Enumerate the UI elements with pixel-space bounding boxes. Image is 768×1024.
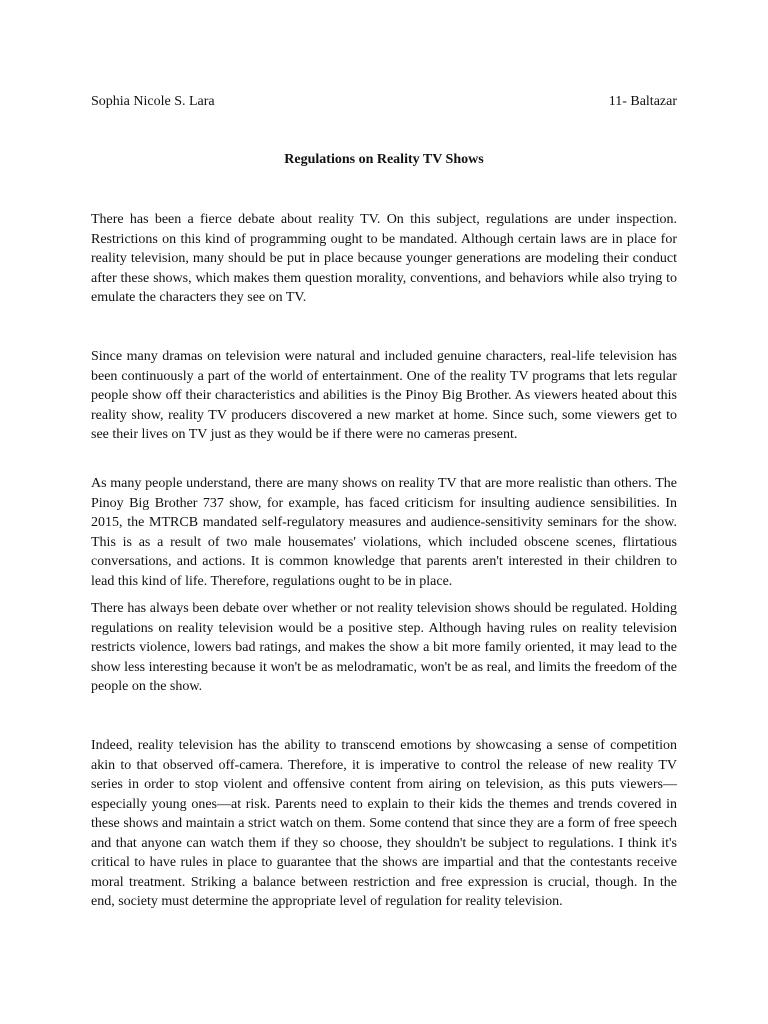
document-header bbox=[91, 93, 677, 111]
paragraph-2: Since many dramas on television were natural and included genuine characters, real-life television has been continuously a part of the world of entertainment. One of the reality TV programs that lets regular people show off their characteristics and abilities is the Pinoy Big Brother. As viewers heated about this reality show, reality TV producers discovered a new market at home. Since such, some viewers get to see their lives on TV just as they would be if there were no cameras present. bbox=[91, 349, 677, 442]
paragraph-4: There has always been debate over whether or not reality television shows should be regulated. Holding regulations on reality television would be a positive step. Although having rules on reality television restricts violence, lowers bad ratings, and makes the show a bit more family oriented, it may lead to the show less interesting because it won't be as melodramatic, won't be as real, and limits the freedom of the people on the show. bbox=[91, 601, 677, 694]
essay-title: Regulations on Reality TV Shows bbox=[284, 152, 484, 167]
class-section: 11- Baltazar bbox=[608, 94, 677, 109]
paragraph-5: Indeed, reality television has the ability to transcend emotions by showcasing a sense of competition akin to that observed off-camera. Therefore, it is imperative to control the release of new reality TV series in order to stop violent and offensive content from airing on television, as this puts viewers—especially young ones—at risk. Parents need to explain to their kids the themes and trends covered in these shows and maintain a strict watch on them. Some contend that since they are a form of free speech and that anyone can watch them if they so choose, they shouldn't be subject to regulations. I think it's critical to have rules in place to guarantee that the shows are impartial and that the contestants receive moral treatment. Striking a balance between restriction and free expression is crucial, though. In the end, society must determine the appropriate level of regulation for reality television. bbox=[91, 738, 677, 909]
author-name: Sophia Nicole S. Lara bbox=[91, 94, 215, 109]
paragraph-1: There has been a fierce debate about reality TV. On this subject, regulations are under inspection. Restrictions on this kind of programming ought to be mandated. Although certain laws are in place for reality television, many should be put in place because younger generations are modeling their conduct after these shows, which makes them question morality, conventions, and behaviors while also trying to emulate the characters they see on TV. bbox=[91, 212, 677, 305]
document-page bbox=[91, 0, 677, 1024]
paragraph-3: As many people understand, there are many shows on reality TV that are more realistic than others. The Pinoy Big Brother 737 show, for example, has faced criticism for insulting audience sensibilities. In 2015, the MTRCB mandated self-regulatory measures and audience-sensitivity seminars for the show. This is as a result of two male housemates' violations, which included obscene scenes, flirtatious conversations, and actions. It is common knowledge that parents aren't interested in their children to lead this kind of life. Therefore, regulations ought to be in place. bbox=[91, 476, 677, 589]
